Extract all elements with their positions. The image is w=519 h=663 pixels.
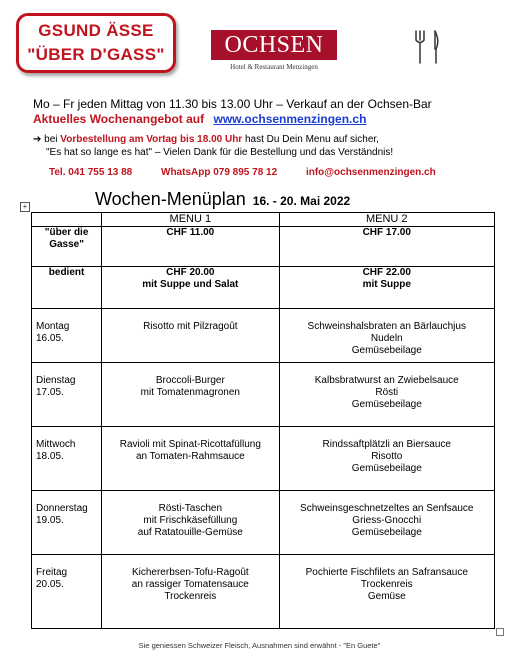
day-row-friday (32, 555, 495, 629)
header-empty (32, 213, 102, 227)
gsund-aesse-badge (16, 13, 176, 73)
menu-table (31, 212, 495, 629)
dish-line: Pochierte Fischfilets an Safransauce (305, 567, 468, 578)
website-link[interactable]: www.ochsenmenzingen.ch (213, 112, 367, 126)
weekly-offer-label: Aktuelles Wochenangebot auf (33, 112, 205, 126)
menu-plan-title: Wochen-Menüplan (95, 189, 246, 209)
badge-line-2: "ÜBER D'GASS" (27, 45, 165, 64)
menu-header-row (32, 213, 495, 227)
menu-1-dish (102, 555, 279, 629)
dish-line: an Tomaten-Rahmsauce (135, 451, 245, 462)
preorder-deadline: Vorbestellung am Vortag bis 18.00 Uhr (60, 134, 243, 145)
preorder-line-2: "Es hat so lange es hat" – Vielen Dank für die Bestellung und das Verständnis! (46, 147, 394, 158)
footer-note: Sie geniessen Schweizer Fleisch, Ausnahmen sind erwähnt - "En Guete" (138, 641, 381, 650)
logo-name: OCHSEN (211, 30, 337, 60)
bedient-extra-1: mit Suppe und Salat (142, 279, 239, 290)
logo-subtitle: Hotel & Restaurant Menzingen (230, 63, 318, 71)
day-row-wednesday (32, 427, 495, 491)
day-cell (32, 309, 102, 363)
right-arrow-icon: ➔ (33, 134, 42, 145)
menu-1-dish (102, 491, 279, 555)
dish-line: Gemüsebeilage (351, 399, 422, 410)
gasse-price-menu-2: CHF 17.00 (279, 227, 494, 267)
day-cell (32, 555, 102, 629)
ochsen-logo (211, 30, 337, 71)
day-row-tuesday (32, 363, 495, 427)
bedient-price-row (32, 267, 495, 309)
weekly-offer-line (33, 112, 366, 127)
contact-line (49, 167, 436, 179)
menu-2-dish (279, 491, 494, 555)
day-date: 20.05. (36, 579, 64, 590)
bedient-price-1: CHF 20.00 (166, 267, 215, 278)
day-date: 18.05. (36, 451, 64, 462)
day-date: 19.05. (36, 515, 64, 526)
dish-line: Ravioli mit Spinat-Ricottafüllung (119, 439, 261, 450)
move-anchor-icon[interactable]: + (20, 202, 30, 212)
day-name: Montag (36, 321, 70, 332)
menu-2-dish (279, 427, 494, 491)
whatsapp-number: WhatsApp 079 895 78 12 (161, 167, 278, 178)
day-date: 17.05. (36, 387, 64, 398)
day-row-thursday (32, 491, 495, 555)
dish-line: Gemüsebeilage (351, 345, 422, 356)
dish-line: Kalbsbratwurst an Zwiebelsauce (314, 375, 459, 386)
menu-1-dish (102, 363, 279, 427)
bedient-price-menu-1 (102, 267, 279, 309)
badge-line-1: GSUND ÄSSE (38, 21, 154, 40)
dish-line: Rösti (375, 387, 399, 398)
day-name: Dienstag (36, 375, 76, 386)
gasse-price-menu-1: CHF 11.00 (102, 227, 279, 267)
menu-2-dish (279, 309, 494, 363)
dish-line: auf Ratatouille-Gemüse (137, 527, 243, 538)
preorder-text-c: hast Du Dein Menu auf sicher, (242, 134, 379, 145)
bedient-price-2: CHF 22.00 (362, 267, 411, 278)
day-row-monday (32, 309, 495, 363)
gasse-price-row (32, 227, 495, 267)
fork-knife-icon (412, 29, 442, 65)
day-name: Donnerstag (36, 503, 88, 514)
day-cell (32, 427, 102, 491)
menu-plan-range: 16. - 20. Mai 2022 (252, 194, 351, 208)
menu-1-dish (102, 309, 279, 363)
day-name: Mittwoch (36, 439, 76, 450)
dish-line: Gemüsebeilage (351, 527, 422, 538)
menu-1-dish (102, 427, 279, 491)
dish-line: Rösti-Taschen (158, 503, 222, 514)
day-cell (32, 491, 102, 555)
header-menu-1: MENU 1 (102, 213, 279, 227)
dish-line: Risotto mit Pilzragoût (143, 321, 238, 332)
dish-line: Rindssaftplätzli an Biersauce (322, 439, 451, 450)
dish-line: Risotto (371, 451, 403, 462)
menu-2-dish (279, 555, 494, 629)
bedient-price-menu-2 (279, 267, 494, 309)
dish-line: Trockenreis (360, 579, 413, 590)
menu-plan-heading (95, 188, 350, 212)
bedient-label: bedient (32, 267, 102, 309)
day-cell (32, 363, 102, 427)
preorder-text-a: bei (41, 134, 61, 145)
menu-2-dish (279, 363, 494, 427)
table-end-marker (496, 628, 504, 636)
day-date: 16.05. (36, 333, 64, 344)
header-menu-2: MENU 2 (279, 213, 494, 227)
dish-line: Gemüse (367, 591, 406, 602)
opening-hours: Mo – Fr jeden Mittag von 11.30 bis 13.00 Uhr – Verkauf an der Ochsen-Bar (33, 97, 432, 111)
phone-number: Tel. 041 755 13 88 (49, 167, 133, 178)
dish-line: Kichererbsen-Tofu-Ragoût (131, 567, 249, 578)
dish-line: Trockenreis (164, 591, 217, 602)
dish-line: Broccoli-Burger (155, 375, 225, 386)
day-name: Freitag (36, 567, 68, 578)
email-address: info@ochsenmenzingen.ch (305, 167, 436, 178)
dish-line: Nudeln (370, 333, 403, 344)
dish-line: Griess-Gnocchi (352, 515, 422, 526)
dish-line: Schweinshalsbraten an Bärlauchjus (307, 321, 466, 332)
dish-line: Gemüsebeilage (351, 463, 422, 474)
dish-line: mit Frischkäsefüllung (143, 515, 238, 526)
dish-line: an rassiger Tomatensauce (131, 579, 249, 590)
gasse-label: "über die Gasse" (32, 227, 102, 267)
dish-line: mit Tomatenmagronen (140, 387, 240, 398)
dish-line: Schweinsgeschnetzeltes an Senfsauce (300, 503, 474, 514)
bedient-extra-2: mit Suppe (362, 279, 411, 290)
preorder-line (33, 134, 379, 146)
